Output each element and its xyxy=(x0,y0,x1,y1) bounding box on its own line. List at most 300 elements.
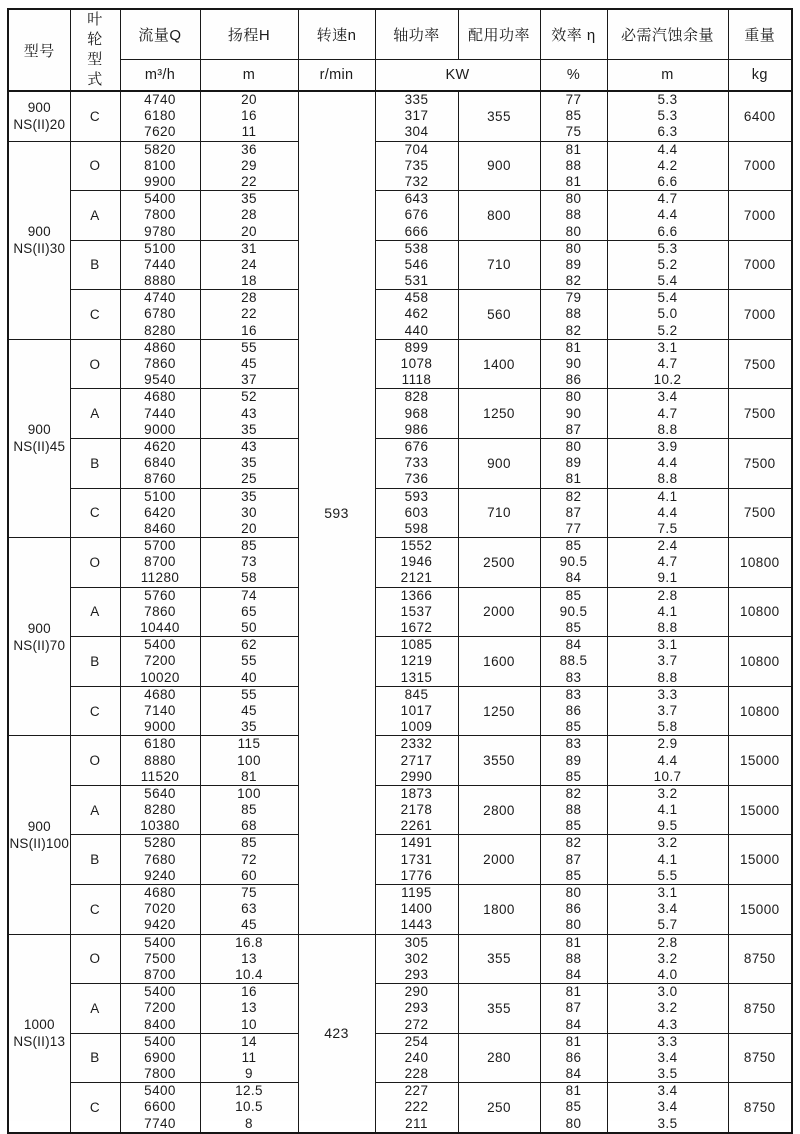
head-cell-line: 81 xyxy=(241,768,257,784)
flow-cell-line: 11280 xyxy=(140,570,180,586)
impeller-type-cell: O xyxy=(70,141,120,191)
head-cell xyxy=(200,191,298,241)
npsh-cell-line: 5.2 xyxy=(657,256,678,272)
flow-cell xyxy=(120,984,200,1034)
efficiency-cell-line: 89 xyxy=(565,256,582,272)
npsh-cell-line: 8.8 xyxy=(657,669,678,685)
flow-cell-line: 9000 xyxy=(144,421,176,437)
weight-cell: 7000 xyxy=(728,240,792,290)
model-line: NS(II)70 xyxy=(13,637,66,653)
npsh-cell-line: 10.7 xyxy=(653,768,682,784)
efficiency-cell xyxy=(540,934,607,984)
model-line: NS(II)45 xyxy=(13,439,66,455)
head-cell-line: 16 xyxy=(241,108,257,124)
npsh-cell-line: 3.5 xyxy=(657,1115,678,1131)
impeller-type-cell: C xyxy=(70,488,120,538)
matched-power-cell: 560 xyxy=(458,290,540,340)
shaft-power-cell-line: 736 xyxy=(404,471,429,487)
impeller-type-cell: B xyxy=(70,637,120,687)
shaft-power-cell xyxy=(375,637,458,687)
head-cell xyxy=(200,240,298,290)
shaft-power-cell xyxy=(375,984,458,1034)
impeller-type-cell: A xyxy=(70,191,120,241)
flow-cell-line: 10020 xyxy=(140,669,180,685)
shaft-power-cell-line: 733 xyxy=(404,455,429,471)
npsh-cell-line: 4.4 xyxy=(657,207,678,223)
head-cell-line: 35 xyxy=(241,719,257,735)
model-cell xyxy=(8,538,70,736)
shaft-power-cell-line: 1491 xyxy=(400,835,433,851)
npsh-cell-line: 5.3 xyxy=(657,108,678,124)
flow-cell-line: 6180 xyxy=(144,736,176,752)
impeller-type-cell: O xyxy=(70,736,120,786)
head-cell-line: 85 xyxy=(241,802,257,818)
impeller-type-cell: O xyxy=(70,339,120,389)
head-cell-line: 20 xyxy=(241,520,257,536)
flow-cell-line: 7140 xyxy=(144,702,176,718)
efficiency-cell-line: 83 xyxy=(565,669,582,685)
shaft-power-cell-line: 2717 xyxy=(400,752,433,768)
head-cell-line: 22 xyxy=(241,306,257,322)
shaft-power-cell-line: 735 xyxy=(404,157,429,173)
efficiency-cell-line: 83 xyxy=(565,736,582,752)
col-header-impeller-type: 叶轮型式 xyxy=(70,9,120,91)
efficiency-cell-line: 81 xyxy=(565,934,582,950)
efficiency-cell-line: 86 xyxy=(565,901,582,917)
flow-cell-line: 9540 xyxy=(144,372,176,388)
npsh-cell xyxy=(607,1083,728,1133)
efficiency-cell-line: 84 xyxy=(565,570,582,586)
flow-cell-line: 4620 xyxy=(144,438,176,454)
shaft-power-cell-line: 1400 xyxy=(400,901,433,917)
head-cell-line: 28 xyxy=(241,290,257,306)
efficiency-cell-line: 82 xyxy=(565,488,582,504)
efficiency-cell-line: 80 xyxy=(565,1115,582,1131)
flow-cell-line: 7200 xyxy=(144,653,176,669)
npsh-cell-line: 3.1 xyxy=(657,339,678,355)
efficiency-cell-line: 89 xyxy=(565,752,582,768)
matched-power-cell: 1250 xyxy=(458,686,540,736)
efficiency-cell-line: 80 xyxy=(565,240,582,256)
efficiency-cell-line: 85 xyxy=(565,587,582,603)
efficiency-cell xyxy=(540,141,607,191)
flow-cell-line: 8700 xyxy=(144,554,176,570)
head-cell-line: 43 xyxy=(241,405,257,421)
flow-cell-line: 7500 xyxy=(144,950,176,966)
model-line: 900 xyxy=(27,620,51,636)
efficiency-cell-line: 80 xyxy=(565,223,582,239)
npsh-cell xyxy=(607,240,728,290)
model-line: NS(II)100 xyxy=(9,835,70,851)
head-cell-line: 35 xyxy=(241,455,257,471)
efficiency-cell-line: 80 xyxy=(565,917,582,933)
shaft-power-cell-line: 1537 xyxy=(400,603,433,619)
shaft-power-cell xyxy=(375,1083,458,1133)
head-cell xyxy=(200,885,298,935)
spec-row xyxy=(8,835,792,885)
efficiency-cell xyxy=(540,984,607,1034)
shaft-power-cell-line: 546 xyxy=(404,256,429,272)
unit-power: KW xyxy=(375,60,540,91)
flow-cell xyxy=(120,488,200,538)
head-cell-line: 60 xyxy=(241,867,257,883)
shaft-power-cell-line: 228 xyxy=(404,1066,429,1082)
flow-cell-line: 10440 xyxy=(140,620,180,635)
header-row-titles xyxy=(8,9,792,60)
model-line: 900 xyxy=(27,422,51,438)
shaft-power-cell xyxy=(375,339,458,389)
npsh-cell xyxy=(607,637,728,687)
head-cell-line: 100 xyxy=(237,785,261,801)
impeller-type-cell: C xyxy=(70,91,120,141)
spec-row xyxy=(8,191,792,241)
weight-cell: 7000 xyxy=(728,191,792,241)
spec-row xyxy=(8,240,792,290)
impeller-type-cell: A xyxy=(70,785,120,835)
flow-cell-line: 7860 xyxy=(144,356,176,371)
head-cell-line: 55 xyxy=(241,339,257,355)
shaft-power-cell xyxy=(375,686,458,736)
head-cell-line: 29 xyxy=(241,157,257,173)
head-cell-line: 62 xyxy=(241,637,257,653)
model-cell xyxy=(8,339,70,537)
efficiency-cell xyxy=(540,736,607,786)
impeller-type-cell: B xyxy=(70,835,120,885)
npsh-cell-line: 9.1 xyxy=(657,570,678,586)
head-cell xyxy=(200,1033,298,1083)
efficiency-cell-line: 85 xyxy=(565,1099,582,1115)
efficiency-cell-line: 83 xyxy=(565,686,582,702)
matched-power-cell: 1250 xyxy=(458,389,540,439)
head-cell xyxy=(200,637,298,687)
flow-cell-line: 5100 xyxy=(144,488,176,504)
npsh-cell-line: 4.4 xyxy=(657,752,678,768)
efficiency-cell-line: 86 xyxy=(565,1049,582,1065)
flow-cell-line: 5400 xyxy=(144,1033,176,1049)
col-header-head: 扬程H xyxy=(200,9,298,60)
flow-cell xyxy=(120,686,200,736)
unit-flow: m³/h xyxy=(120,60,200,91)
unit-speed: r/min xyxy=(298,60,375,91)
npsh-cell-line: 5.5 xyxy=(657,867,678,883)
flow-cell-line: 8760 xyxy=(144,471,176,487)
efficiency-cell-line: 82 xyxy=(565,785,582,801)
efficiency-cell xyxy=(540,835,607,885)
shaft-power-cell-line: 293 xyxy=(404,1000,429,1016)
shaft-power-cell xyxy=(375,141,458,191)
head-cell xyxy=(200,538,298,588)
efficiency-cell-line: 85 xyxy=(565,538,582,554)
model-line: NS(II)13 xyxy=(13,1034,66,1050)
flow-cell-line: 8280 xyxy=(144,802,176,818)
efficiency-cell-line: 81 xyxy=(565,1033,582,1049)
npsh-cell-line: 4.7 xyxy=(657,405,678,421)
matched-power-cell: 1600 xyxy=(458,637,540,687)
npsh-cell-line: 2.4 xyxy=(657,538,678,554)
head-cell-line: 75 xyxy=(241,885,257,900)
npsh-cell-line: 6.6 xyxy=(657,173,678,189)
flow-cell xyxy=(120,240,200,290)
shaft-power-cell-line: 1776 xyxy=(400,867,433,883)
head-cell-line: 14 xyxy=(241,1033,257,1049)
efficiency-cell-line: 88 xyxy=(565,157,582,173)
spec-row xyxy=(8,91,792,141)
efficiency-cell-line: 80 xyxy=(565,389,582,405)
head-cell-line: 11 xyxy=(241,1049,257,1065)
weight-cell: 8750 xyxy=(728,984,792,1034)
npsh-cell xyxy=(607,389,728,439)
shaft-power-cell-line: 290 xyxy=(404,984,429,1000)
head-cell-line: 40 xyxy=(241,669,257,685)
col-header-matched-power: 配用功率 xyxy=(458,9,540,60)
head-cell-line: 72 xyxy=(241,851,257,867)
head-cell-line: 11 xyxy=(241,124,257,140)
efficiency-cell-line: 81 xyxy=(565,173,582,189)
flow-cell xyxy=(120,339,200,389)
spec-row xyxy=(8,339,792,389)
efficiency-cell-line: 75 xyxy=(565,124,582,140)
shaft-power-cell-line: 335 xyxy=(404,92,429,107)
shaft-power-cell xyxy=(375,835,458,885)
efficiency-cell-line: 88.5 xyxy=(559,653,588,669)
shaft-power-cell-line: 2178 xyxy=(400,802,433,818)
shaft-power-cell-line: 598 xyxy=(404,520,429,536)
shaft-power-cell xyxy=(375,91,458,141)
head-cell-line: 55 xyxy=(241,653,257,669)
flow-cell-line: 10380 xyxy=(140,818,180,834)
flow-cell-line: 11520 xyxy=(140,768,180,784)
flow-cell-line: 9420 xyxy=(144,917,176,933)
shaft-power-cell-line: 1443 xyxy=(400,917,433,933)
shaft-power-cell xyxy=(375,538,458,588)
npsh-cell-line: 9.5 xyxy=(657,818,678,834)
head-cell xyxy=(200,835,298,885)
flow-cell-line: 4740 xyxy=(144,92,176,107)
head-cell xyxy=(200,686,298,736)
efficiency-cell-line: 88 xyxy=(565,207,582,223)
head-cell-line: 74 xyxy=(241,587,257,603)
matched-power-cell: 2500 xyxy=(458,538,540,588)
flow-cell xyxy=(120,1033,200,1083)
shaft-power-cell-line: 462 xyxy=(404,306,429,322)
npsh-cell-line: 2.8 xyxy=(657,934,678,950)
impeller-type-cell: B xyxy=(70,240,120,290)
flow-cell-line: 5280 xyxy=(144,835,176,851)
weight-cell: 7000 xyxy=(728,141,792,191)
efficiency-cell-line: 84 xyxy=(565,966,582,982)
efficiency-cell-line: 87 xyxy=(565,1000,582,1016)
npsh-cell-line: 3.1 xyxy=(657,885,678,900)
npsh-cell xyxy=(607,141,728,191)
shaft-power-cell-line: 2121 xyxy=(400,570,433,586)
efficiency-cell-line: 89 xyxy=(565,455,582,471)
shaft-power-cell xyxy=(375,438,458,488)
impeller-type-cell: B xyxy=(70,438,120,488)
npsh-cell-line: 4.7 xyxy=(657,191,678,207)
weight-cell: 10800 xyxy=(728,686,792,736)
shaft-power-cell-line: 704 xyxy=(404,141,429,157)
flow-cell-line: 7800 xyxy=(144,1066,176,1082)
npsh-cell xyxy=(607,91,728,141)
npsh-cell-line: 4.1 xyxy=(657,488,678,504)
shaft-power-cell xyxy=(375,736,458,786)
weight-cell: 15000 xyxy=(728,885,792,935)
shaft-power-cell xyxy=(375,488,458,538)
impeller-type-cell: B xyxy=(70,1033,120,1083)
col-header-npsh: 必需汽蚀余量 xyxy=(607,9,728,60)
npsh-cell-line: 3.3 xyxy=(657,1033,678,1049)
efficiency-cell xyxy=(540,389,607,439)
impeller-type-cell: O xyxy=(70,934,120,984)
npsh-cell-line: 3.3 xyxy=(657,686,678,702)
shaft-power-cell-line: 440 xyxy=(404,322,429,338)
matched-power-cell: 1800 xyxy=(458,885,540,935)
matched-power-cell: 280 xyxy=(458,1033,540,1083)
efficiency-cell-line: 85 xyxy=(565,108,582,124)
efficiency-cell-line: 80 xyxy=(565,885,582,900)
efficiency-cell-line: 85 xyxy=(565,867,582,883)
shaft-power-cell-line: 293 xyxy=(404,966,429,982)
impeller-type-cell: C xyxy=(70,290,120,340)
head-cell-line: 18 xyxy=(241,273,257,289)
npsh-cell-line: 5.4 xyxy=(657,273,678,289)
npsh-cell-line: 6.3 xyxy=(657,124,678,140)
weight-cell: 7500 xyxy=(728,389,792,439)
shaft-power-cell-line: 1085 xyxy=(400,637,433,653)
npsh-cell-line: 5.3 xyxy=(657,92,678,107)
npsh-cell xyxy=(607,785,728,835)
head-cell-line: 16.8 xyxy=(235,934,263,950)
head-cell-line: 50 xyxy=(241,620,257,635)
npsh-cell-line: 4.0 xyxy=(657,966,678,982)
efficiency-cell xyxy=(540,538,607,588)
pump-spec-table xyxy=(7,8,793,1134)
model-line: NS(II)20 xyxy=(13,117,66,133)
spec-row xyxy=(8,488,792,538)
flow-cell-line: 6780 xyxy=(144,306,176,322)
flow-cell-line: 8280 xyxy=(144,322,176,338)
shaft-power-cell-line: 1873 xyxy=(400,785,433,801)
shaft-power-cell-line: 676 xyxy=(404,438,429,454)
impeller-type-cell: A xyxy=(70,984,120,1034)
flow-cell-line: 9780 xyxy=(144,223,176,239)
head-cell xyxy=(200,438,298,488)
efficiency-cell-line: 87 xyxy=(565,851,582,867)
efficiency-cell-line: 87 xyxy=(565,421,582,437)
flow-cell-line: 7740 xyxy=(144,1115,176,1131)
npsh-cell-line: 8.8 xyxy=(657,421,678,437)
shaft-power-cell-line: 304 xyxy=(404,124,429,140)
shaft-power-cell-line: 1552 xyxy=(400,538,433,554)
head-cell-line: 13 xyxy=(241,1000,257,1016)
weight-cell: 6400 xyxy=(728,91,792,141)
npsh-cell-line: 3.4 xyxy=(657,1049,678,1065)
efficiency-cell-line: 85 xyxy=(565,620,582,635)
shaft-power-cell-line: 227 xyxy=(404,1083,429,1099)
efficiency-cell-line: 82 xyxy=(565,273,582,289)
head-cell-line: 13 xyxy=(241,950,257,966)
shaft-power-cell xyxy=(375,885,458,935)
shaft-power-cell-line: 1078 xyxy=(400,356,433,371)
npsh-cell xyxy=(607,290,728,340)
flow-cell-line: 8880 xyxy=(144,752,176,768)
efficiency-cell xyxy=(540,438,607,488)
flow-cell xyxy=(120,191,200,241)
efficiency-cell-line: 85 xyxy=(565,719,582,735)
matched-power-cell: 710 xyxy=(458,240,540,290)
efficiency-cell-line: 81 xyxy=(565,141,582,157)
npsh-cell xyxy=(607,934,728,984)
head-cell-line: 63 xyxy=(241,901,257,917)
col-header-weight: 重量 xyxy=(728,9,792,60)
npsh-cell-line: 4.1 xyxy=(657,851,678,867)
efficiency-cell-line: 82 xyxy=(565,835,582,851)
head-cell-line: 8 xyxy=(245,1115,253,1131)
head-cell xyxy=(200,984,298,1034)
matched-power-cell: 2000 xyxy=(458,587,540,637)
weight-cell: 10800 xyxy=(728,587,792,637)
unit-weight: kg xyxy=(728,60,792,91)
matched-power-cell: 2800 xyxy=(458,785,540,835)
matched-power-cell: 2000 xyxy=(458,835,540,885)
head-cell-line: 22 xyxy=(241,173,257,189)
head-cell-line: 35 xyxy=(241,191,257,207)
matched-power-cell: 355 xyxy=(458,984,540,1034)
speed-cell: 593 xyxy=(298,91,375,934)
flow-cell-line: 7800 xyxy=(144,207,176,223)
spec-row xyxy=(8,785,792,835)
model-cell xyxy=(8,934,70,1133)
matched-power-cell: 710 xyxy=(458,488,540,538)
spec-row xyxy=(8,438,792,488)
efficiency-cell xyxy=(540,587,607,637)
shaft-power-cell-line: 254 xyxy=(404,1033,429,1049)
shaft-power-cell-line: 828 xyxy=(404,389,429,405)
shaft-power-cell-line: 899 xyxy=(404,339,429,355)
flow-cell-line: 8400 xyxy=(144,1016,176,1032)
col-header-flow: 流量Q xyxy=(120,9,200,60)
efficiency-cell-line: 90 xyxy=(565,405,582,421)
matched-power-cell: 355 xyxy=(458,91,540,141)
matched-power-cell: 250 xyxy=(458,1083,540,1133)
shaft-power-cell-line: 1366 xyxy=(400,587,433,603)
head-cell-line: 10.4 xyxy=(235,966,263,982)
npsh-cell-line: 4.4 xyxy=(657,504,678,520)
weight-cell: 15000 xyxy=(728,736,792,786)
flow-cell-line: 8880 xyxy=(144,273,176,289)
npsh-cell-line: 3.2 xyxy=(657,950,678,966)
shaft-power-cell-line: 845 xyxy=(404,686,429,702)
efficiency-cell xyxy=(540,686,607,736)
npsh-cell-line: 5.4 xyxy=(657,290,678,306)
efficiency-cell xyxy=(540,885,607,935)
npsh-cell-line: 4.1 xyxy=(657,603,678,619)
shaft-power-cell-line: 317 xyxy=(404,108,429,124)
flow-cell xyxy=(120,637,200,687)
shaft-power-cell xyxy=(375,191,458,241)
shaft-power-cell-line: 968 xyxy=(404,405,429,421)
npsh-cell-line: 3.4 xyxy=(657,1099,678,1115)
spec-row xyxy=(8,885,792,935)
head-cell-line: 36 xyxy=(241,141,257,157)
flow-cell-line: 5760 xyxy=(144,587,176,603)
efficiency-cell-line: 88 xyxy=(565,802,582,818)
spec-row xyxy=(8,141,792,191)
efficiency-cell-line: 79 xyxy=(565,290,582,306)
npsh-cell xyxy=(607,191,728,241)
flow-cell-line: 5400 xyxy=(144,191,176,207)
matched-power-cell: 900 xyxy=(458,141,540,191)
